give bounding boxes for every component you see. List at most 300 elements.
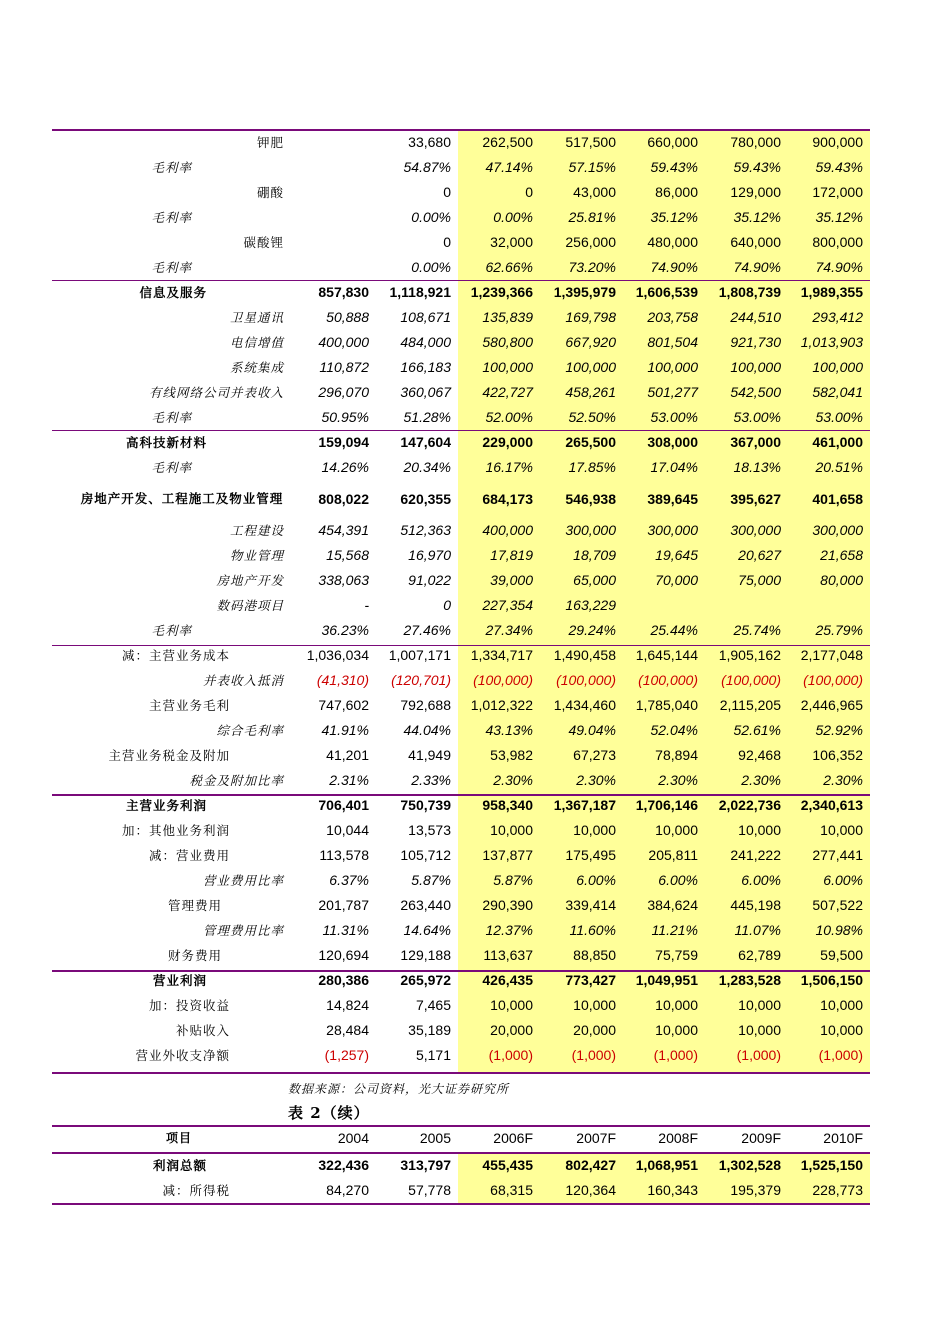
table-cell: (100,000): [721, 672, 781, 688]
table-cell: 6.00%: [576, 872, 616, 888]
table-cell: 75,759: [655, 947, 698, 963]
table-cell: 2.33%: [411, 772, 451, 788]
financial-table-continued: [52, 1126, 870, 1204]
table-cell: 484,000: [400, 334, 451, 350]
table-row: [52, 155, 870, 180]
table-cell: 84,270: [326, 1182, 369, 1198]
table-cell: 19,645: [655, 547, 698, 563]
table-cell: 73.20%: [568, 259, 616, 275]
table-cell: 160,343: [647, 1182, 698, 1198]
table-cell: 0.00%: [411, 209, 451, 225]
table-cell: 2.30%: [823, 772, 863, 788]
table-cell: 1,007,171: [388, 647, 451, 663]
table-divider: [52, 970, 870, 972]
header-year: 2004: [337, 1130, 369, 1146]
table-cell: 801,504: [647, 334, 698, 350]
table-cell: 88,850: [573, 947, 616, 963]
table-row: [52, 130, 870, 155]
table-cell: 921,730: [730, 334, 781, 350]
table-cell: 100,000: [730, 359, 781, 375]
table-cell: 62.66%: [485, 259, 533, 275]
table-cell: 129,188: [400, 947, 451, 963]
table-cell: 75,000: [738, 572, 781, 588]
table-cell: 1,506,150: [800, 972, 863, 988]
table-cell: 2,177,048: [800, 647, 863, 663]
row-label: 有线网络公司并表收入: [148, 385, 284, 400]
table-cell: 395,627: [730, 491, 781, 507]
table-row: [52, 843, 870, 868]
table-cell: 35.12%: [815, 209, 863, 225]
table-row: [52, 643, 870, 668]
table-cell: 10,000: [820, 997, 863, 1013]
table-cell: (41,310): [316, 672, 369, 688]
table-cell: 14,824: [326, 997, 369, 1013]
table-cell: 10,000: [490, 997, 533, 1013]
table-cell: 780,000: [730, 134, 781, 150]
table-cell: 44.04%: [403, 722, 451, 738]
table-cell: 422,727: [482, 384, 533, 400]
table-cell: 10,000: [820, 1022, 863, 1038]
table-cell: 792,688: [400, 697, 451, 713]
table-cell: 86,000: [655, 184, 698, 200]
table-cell: [705, 593, 781, 618]
table-cell: 16,970: [408, 547, 451, 563]
table-divider: [52, 794, 870, 796]
table-cell: (1,000): [571, 1047, 616, 1063]
row-label: 补贴收入: [175, 1023, 230, 1038]
table-cell: 108,671: [400, 309, 451, 325]
table-cell: 458,261: [565, 384, 616, 400]
table-cell: 57,778: [408, 1182, 451, 1198]
table-cell: 10,000: [820, 822, 863, 838]
table-cell: 401,658: [812, 491, 863, 507]
table-cell: 100,000: [647, 359, 698, 375]
table-cell: 120,364: [565, 1182, 616, 1198]
table-cell: 68,315: [490, 1182, 533, 1198]
table-cell: 78,894: [655, 747, 698, 763]
table-cell: (1,000): [653, 1047, 698, 1063]
table-cell: (1,000): [818, 1047, 863, 1063]
table-cell: 1,645,144: [635, 647, 698, 663]
table-cell: 1,808,739: [718, 284, 781, 300]
table-cell: (100,000): [638, 672, 698, 688]
table-row: [52, 543, 870, 568]
row-label: 营业利润: [152, 973, 207, 988]
table-cell: (1,000): [488, 1047, 533, 1063]
data-source-note: 数据来源：公司资料，光大证券研究所: [288, 1082, 510, 1096]
table-cell: 640,000: [730, 234, 781, 250]
table-cell: 17.04%: [650, 459, 698, 475]
table-cell: 322,436: [318, 1157, 369, 1173]
table-row: [52, 380, 870, 405]
table-row: [52, 593, 870, 618]
table-cell: 91,022: [408, 572, 451, 588]
row-label: 电信增值: [229, 335, 284, 350]
table-cell: 10,000: [738, 1022, 781, 1038]
table-cell: 11.21%: [651, 922, 698, 938]
row-label: 卫星通讯: [229, 310, 284, 325]
table-cell: 50,888: [326, 309, 369, 325]
table-cell: 27.46%: [403, 622, 451, 638]
table-cell: 684,173: [482, 491, 533, 507]
table-cell: 900,000: [812, 134, 863, 150]
row-label: 利润总额: [152, 1158, 207, 1173]
row-label: 主营业务毛利: [148, 698, 230, 713]
row-label: 并表收入抵消: [202, 673, 284, 688]
table-cell: 10,000: [655, 997, 698, 1013]
table-cell: 1,012,322: [470, 697, 533, 713]
table-cell: 53.00%: [733, 409, 781, 425]
table-row: [52, 893, 870, 918]
table-divider: [52, 430, 870, 431]
table-row: [52, 618, 870, 643]
table-divider: [52, 1152, 870, 1154]
table-cell: 14.26%: [321, 459, 369, 475]
table-cell: 454,391: [318, 522, 369, 538]
table-cell: 1,049,951: [635, 972, 698, 988]
table-cell: 11.60%: [569, 922, 616, 938]
table-cell: 105,712: [400, 847, 451, 863]
table-cell: 54.87%: [403, 159, 451, 175]
table-cell: 74.90%: [815, 259, 863, 275]
table-cell: [293, 130, 369, 155]
table-cell: 0: [525, 184, 533, 200]
table-row: [52, 1018, 870, 1043]
table-cell: 660,000: [647, 134, 698, 150]
table-row: [52, 793, 870, 818]
header-year: 2009F: [741, 1130, 781, 1146]
table-cell: 33,680: [408, 134, 451, 150]
table-cell: 137,877: [482, 847, 533, 863]
table-cell: 290,390: [482, 897, 533, 913]
table-cell: 10,000: [655, 822, 698, 838]
table-cell: 1,334,717: [470, 647, 533, 663]
row-label: 碳酸锂: [243, 235, 284, 250]
table-cell: [293, 155, 369, 180]
table-row: [52, 430, 870, 455]
table-row: [52, 993, 870, 1018]
table-cell: 338,063: [318, 572, 369, 588]
table-cell: 580,800: [482, 334, 533, 350]
row-label: 信息及服务: [139, 285, 207, 300]
table-cell: 92,468: [738, 747, 781, 763]
table-cell: 461,000: [812, 434, 863, 450]
table-row: [52, 205, 870, 230]
table-cell: 400,000: [318, 334, 369, 350]
table-cell: 339,414: [565, 897, 616, 913]
table-cell: 53.00%: [815, 409, 863, 425]
table-cell: 958,340: [482, 797, 533, 813]
table-cell: 2,446,965: [800, 697, 863, 713]
table-cell: 0: [443, 597, 451, 613]
table-cell: 59,500: [820, 947, 863, 963]
table-cell: 1,525,150: [800, 1157, 863, 1173]
table-cell: 1,367,187: [553, 797, 616, 813]
table-row: [52, 868, 870, 893]
header-year: 2007F: [576, 1130, 616, 1146]
table-cell: 51.28%: [403, 409, 451, 425]
header-item-label: 项目: [165, 1131, 192, 1145]
table-cell: 52.92%: [815, 722, 863, 738]
table-row: [52, 1043, 870, 1068]
row-label: 管理费用: [167, 898, 222, 913]
table-cell: 18.13%: [733, 459, 781, 475]
table-cell: 52.04%: [650, 722, 698, 738]
table-cell: 20.51%: [815, 459, 863, 475]
table-cell: 1,239,366: [470, 284, 533, 300]
table-cell: 227,354: [482, 597, 533, 613]
table-cell: 10.98%: [815, 922, 863, 938]
table-row: [52, 818, 870, 843]
table-cell: 47.14%: [485, 159, 533, 175]
table-cell: 0: [443, 184, 451, 200]
table-row: [52, 518, 870, 543]
table-cell: 39,000: [490, 572, 533, 588]
financial-table: [52, 130, 870, 1073]
table-cell: (100,000): [803, 672, 863, 688]
table-cell: 27.34%: [485, 622, 533, 638]
table-cell: 100,000: [482, 359, 533, 375]
table-cell: 0.00%: [493, 209, 533, 225]
table-row: [52, 1153, 870, 1178]
table-cell: 308,000: [647, 434, 698, 450]
table-row: [52, 255, 870, 280]
row-label: 营业费用比率: [202, 873, 284, 888]
table-cell: 1,606,539: [635, 284, 698, 300]
table-cell: 12.37%: [485, 922, 533, 938]
table-cell: 1,283,528: [718, 972, 781, 988]
row-label: 毛利率: [151, 623, 192, 638]
table-cell: 147,604: [400, 434, 451, 450]
table-cell: 205,811: [648, 847, 698, 863]
table-cell: 389,645: [647, 491, 698, 507]
table-row: [52, 918, 870, 943]
table-cell: 5.87%: [493, 872, 533, 888]
table-cell: (1,000): [736, 1047, 781, 1063]
table-cell: 41,201: [326, 747, 369, 763]
table-cell: 52.50%: [568, 409, 616, 425]
table-cell: [293, 230, 369, 255]
table-cell: 280,386: [318, 972, 369, 988]
table-cell: 6.00%: [823, 872, 863, 888]
table-cell: 455,435: [482, 1157, 533, 1173]
row-label: 税金及附加比率: [189, 773, 284, 788]
table-row: [52, 330, 870, 355]
table-cell: 14.64%: [403, 922, 451, 938]
row-label: 主营业务税金及附加: [108, 748, 230, 763]
table-cell: 517,500: [565, 134, 616, 150]
row-label: 毛利率: [151, 210, 192, 225]
table-cell: 163,229: [565, 597, 616, 613]
table-cell: 135,839: [482, 309, 533, 325]
table-cell: 300,000: [565, 522, 616, 538]
row-label: 加：投资收益: [148, 998, 230, 1013]
table-cell: 59.43%: [815, 159, 863, 175]
table-cell: 808,022: [318, 491, 369, 507]
table-cell: 16.17%: [485, 459, 533, 475]
header-year: 2006F: [493, 1130, 533, 1146]
table-cell: 25.44%: [650, 622, 698, 638]
table-row: [52, 743, 870, 768]
table-cell: 67,273: [573, 747, 616, 763]
table-cell: (1,257): [324, 1047, 369, 1063]
table-divider: [52, 280, 870, 281]
table-cell: 11.07%: [734, 922, 781, 938]
table-cell: 169,798: [565, 309, 616, 325]
table-cell: 300,000: [730, 522, 781, 538]
table-cell: 1,706,146: [635, 797, 698, 813]
row-label: 房地产开发、工程施工及物业管理: [80, 491, 284, 506]
table-cell: 10,000: [738, 997, 781, 1013]
table-cell: 296,070: [318, 384, 369, 400]
table-cell: (100,000): [556, 672, 616, 688]
table-cell: 20,000: [490, 1022, 533, 1038]
table-cell: 244,510: [730, 309, 781, 325]
table-cell: 5.87%: [411, 872, 451, 888]
table-cell: 512,363: [400, 522, 451, 538]
table-cell: 546,938: [565, 491, 616, 507]
table-cell: 100,000: [565, 359, 616, 375]
table-cell: 228,773: [812, 1182, 863, 1198]
table-cell: 13,573: [408, 822, 451, 838]
table-cell: 203,758: [647, 309, 698, 325]
table-cell: 367,000: [730, 434, 781, 450]
table-cell: 241,222: [730, 847, 781, 863]
table-row: [52, 1178, 870, 1203]
table-cell: 1,013,903: [800, 334, 863, 350]
table-cell: 17.85%: [568, 459, 616, 475]
table-cell: 50.95%: [321, 409, 369, 425]
table-cell: 74.90%: [650, 259, 698, 275]
table-cell: 747,602: [318, 697, 369, 713]
table-cell: 36.23%: [321, 622, 369, 638]
row-label: 物业管理: [229, 548, 284, 563]
table-cell: 20.34%: [403, 459, 451, 475]
table-cell: 65,000: [573, 572, 616, 588]
table-cell: 507,522: [812, 897, 863, 913]
table-cell: 2.30%: [658, 772, 698, 788]
table-cell: 113,637: [483, 947, 533, 963]
row-label: 综合毛利率: [216, 723, 284, 738]
table-cell: [293, 255, 369, 280]
table-cell: 35.12%: [650, 209, 698, 225]
table-cell: 542,500: [730, 384, 781, 400]
table-divider: [52, 1203, 870, 1205]
table-cell: (100,000): [473, 672, 533, 688]
table-cell: 28,484: [326, 1022, 369, 1038]
table-cell: [622, 593, 698, 618]
table-cell: 1,302,528: [718, 1157, 781, 1173]
table-cell: 667,920: [565, 334, 616, 350]
table-cell: 773,427: [565, 972, 616, 988]
table-cell: 800,000: [812, 234, 863, 250]
table-cell: 59.43%: [650, 159, 698, 175]
table-cell: 25.79%: [815, 622, 863, 638]
table-row: [52, 280, 870, 305]
table-cell: 256,000: [565, 234, 616, 250]
table-cell: 106,352: [812, 747, 863, 763]
table-cell: 2.30%: [493, 772, 533, 788]
table-cell: 43.13%: [485, 722, 533, 738]
table-cell: 25.74%: [733, 622, 781, 638]
table-cell: 582,041: [812, 384, 863, 400]
table-cell: 6.00%: [741, 872, 781, 888]
row-label: 减：营业费用: [148, 848, 230, 863]
table-cell: 445,198: [730, 897, 781, 913]
table-cell: 32,000: [490, 234, 533, 250]
table-row: [52, 405, 870, 430]
table-cell: 10,000: [573, 822, 616, 838]
table-cell: 175,495: [565, 847, 616, 863]
table-row: [52, 230, 870, 255]
table-cell: 74.90%: [733, 259, 781, 275]
row-label: 毛利率: [151, 460, 192, 475]
table-cell: 172,000: [812, 184, 863, 200]
table-cell: 384,624: [647, 897, 698, 913]
table-cell: 6.37%: [329, 872, 369, 888]
table-cell: 195,379: [730, 1182, 781, 1198]
table-cell: 110,872: [319, 359, 369, 375]
row-label: 系统集成: [229, 360, 284, 375]
table-cell: 49.04%: [568, 722, 616, 738]
table-row: [52, 180, 870, 205]
table-row: [52, 768, 870, 793]
table-cell: 426,435: [482, 972, 533, 988]
row-label: 营业外收支净额: [135, 1048, 230, 1063]
table-cell: 857,830: [318, 284, 369, 300]
table-cell: 21,658: [820, 547, 863, 563]
table-divider: [52, 129, 870, 131]
table-cell: 7,465: [415, 997, 451, 1013]
table-cell: 113,578: [319, 847, 369, 863]
table-cell: 2.31%: [329, 772, 369, 788]
table-cell: 0.00%: [411, 259, 451, 275]
table-cell: 52.61%: [733, 722, 781, 738]
table-cell: 166,183: [400, 359, 451, 375]
row-label: 数码港项目: [216, 598, 284, 613]
table-row: [52, 943, 870, 968]
table-cell: [293, 205, 369, 230]
table-header-row: [52, 1126, 870, 1151]
row-label: 加：其他业务利润: [121, 823, 230, 838]
table-cell: [787, 593, 863, 618]
table-divider: [52, 645, 870, 646]
table-cell: 17,819: [490, 547, 533, 563]
table-cell: [293, 180, 369, 205]
table-cell: 2,340,613: [800, 797, 863, 813]
table-cell: 18,709: [573, 547, 616, 563]
table-cell: 802,427: [565, 1157, 616, 1173]
row-label: 管理费用比率: [202, 923, 284, 938]
table-cell: 159,094: [318, 434, 369, 450]
table-row: [52, 355, 870, 380]
table2-title: 表 2（续）: [288, 1104, 370, 1122]
table-divider: [52, 1125, 870, 1127]
table-cell: 100,000: [812, 359, 863, 375]
table-cell: 400,000: [482, 522, 533, 538]
header-year: 2005: [419, 1130, 451, 1146]
table-cell: 262,500: [482, 134, 533, 150]
table-cell: 1,118,921: [389, 284, 451, 300]
row-label: 减：主营业务成本: [121, 648, 230, 663]
header-year: 2008F: [658, 1130, 698, 1146]
row-label: 硼酸: [256, 185, 284, 200]
table-cell: 480,000: [647, 234, 698, 250]
table-row: [52, 480, 870, 518]
table-cell: 1,989,355: [800, 284, 863, 300]
table-cell: 1,036,034: [306, 647, 369, 663]
table-cell: 10,044: [326, 822, 369, 838]
